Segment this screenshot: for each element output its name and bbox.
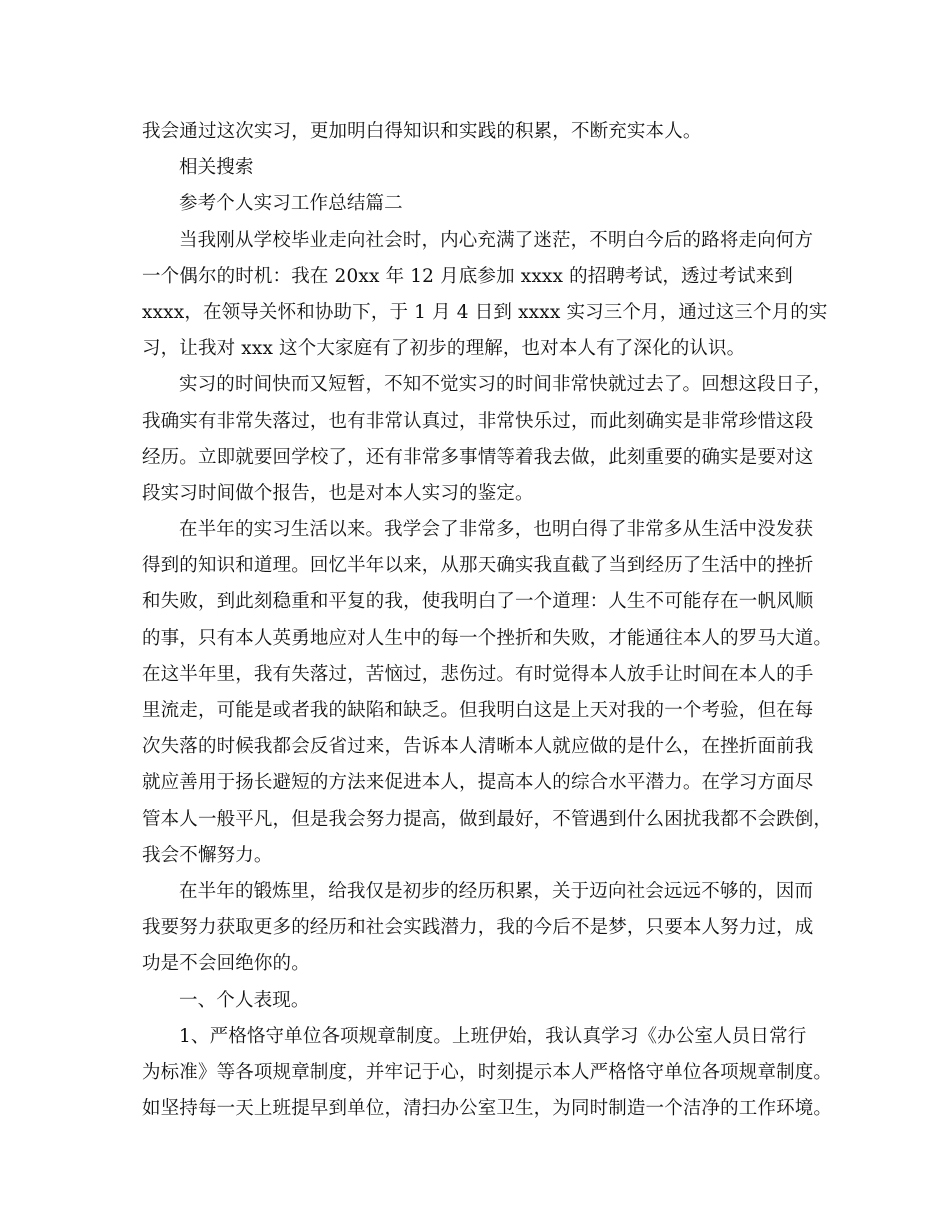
text-line: 我确实有非常失落过，也有非常认真过，非常快乐过，而此刻确实是非常珍惜这段	[142, 410, 814, 432]
text-line: 和失败，到此刻稳重和平复的我，使我明白了一个道理：人生不可能存在一帆风顺	[142, 591, 814, 613]
text-line: 为标准》等各项规章制度，并牢记于心，时刻提示本人严格恪守单位各项规章制度。	[142, 1061, 833, 1083]
text-line: 就应善用于扬长避短的方法来促进本人，提高本人的综合水平潜力。在学习方面尽	[142, 772, 814, 794]
document-body	[142, 114, 833, 1127]
text-line: 管本人一般平凡，但是我会努力提高，做到最好，不管遇到什么困扰我都不会跌倒，	[142, 808, 833, 830]
text-line: 一、个人表现。	[179, 989, 310, 1011]
text-line: 如坚持每一天上班提早到单位，清扫办公室卫生，为同时制造一个洁净的工作环境。	[142, 1098, 833, 1120]
text-line: 习，让我对 xxx 这个大家庭有了初步的理解，也对本人有了深化的认识。	[142, 338, 746, 360]
text-line: 得到的知识和道理。回忆半年以来，从那天确实我直截了当到经历了生活中的挫折	[142, 555, 814, 577]
text-line: 的事，只有本人英勇地应对人生中的每一个挫折和失败，才能通往本人的罗马大道。	[142, 627, 833, 649]
text-line: 里流走，可能是或者我的缺陷和缺乏。但我明白这是上天对我的一个考验，但在每	[142, 700, 814, 721]
text-line: 在半年的实习生活以来。我学会了非常多，也明白得了非常多从生活中没发获	[179, 519, 814, 541]
text-line: 次失落的时候我都会反省过来，告诉本人清晰本人就应做的是什么，在挫折面前我	[142, 736, 814, 758]
text-line: 当我刚从学校毕业走向社会时，内心充满了迷茫，不明白今后的路将走向何方	[179, 229, 814, 251]
text-line: 我要努力获取更多的经历和社会实践潜力，我的今后不是梦，只要本人努力过，成	[142, 917, 814, 939]
text-line: 实习的时间快而又短暂，不知不觉实习的时间非常快就过去了。回想这段日子，	[179, 374, 832, 396]
text-line: 我会不懈努力。	[142, 844, 273, 866]
text-line: xxxx，在领导关怀和协助下，于 1 月 4 日到 xxxx 实习三个月，通过这三个月的实	[142, 301, 828, 323]
text-line: 1、严格恪守单位各项规章制度。上班伊始，我认真学习《办公室人员日常行	[179, 1025, 807, 1047]
text-line: 在半年的锻炼里，给我仅是初步的经历积累，关于迈向社会远远不够的，因而	[179, 880, 814, 902]
text-line: 相关搜索	[179, 157, 254, 179]
text-line: 功是不会回绝你的。	[142, 953, 310, 975]
text-line: 我会通过这次实习，更加明白得知识和实践的积累，不断充实本人。	[142, 121, 702, 142]
text-line: 段实习时间做个报告，也是对本人实习的鉴定。	[142, 482, 534, 504]
text-line: 在这半年里，我有失落过，苦恼过，悲伤过。有时觉得本人放手让时间在本人的手	[142, 663, 814, 685]
text-line: 一个偶尔的时机：我在 20xx 年 12 月底参加 xxxx 的招聘考试，透过考试来到	[142, 265, 793, 287]
text-line: 参考个人实习工作总结篇二	[179, 193, 403, 215]
text-line: 经历。立即就要回学校了，还有非常多事情等着我去做，此刻重要的确实是要对这	[142, 446, 814, 468]
